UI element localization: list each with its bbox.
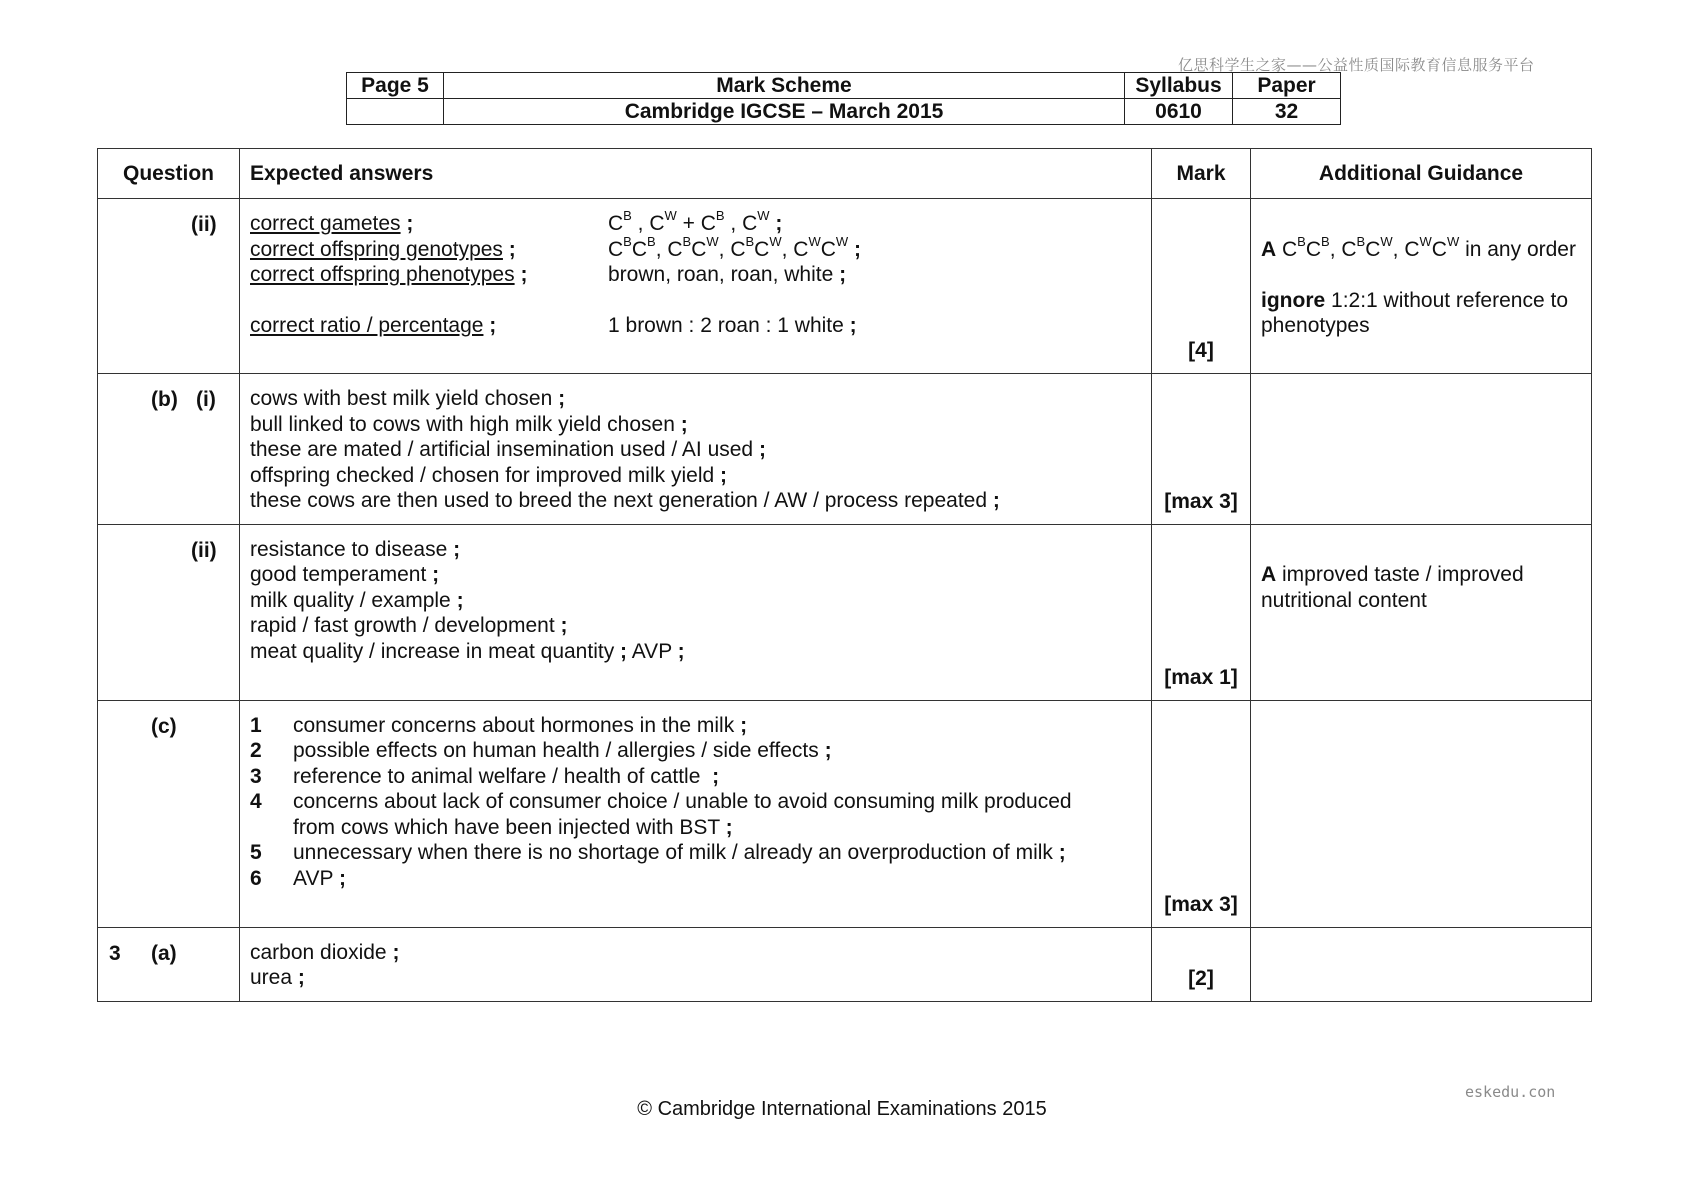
answer-sep: ; [489, 314, 497, 337]
list-item: 2 possible effects on human health / allergies / side effects ; [250, 739, 832, 762]
question-label: (ii) [191, 538, 217, 562]
answer-line: milk quality / example ; [250, 588, 464, 612]
mark-cell: [2] [1152, 927, 1251, 1001]
question-subpart: (i) [196, 388, 216, 411]
question-cell [98, 927, 240, 1001]
answer-sep: ; [520, 263, 528, 286]
answer-cell [240, 524, 1152, 700]
answer-text: correct offspring phenotypes [250, 263, 515, 286]
answer-text: correct offspring genotypes [250, 237, 503, 261]
table-row [98, 927, 1592, 1001]
paper-label: Paper [1233, 73, 1341, 99]
guidance-ignore-text: 1:2:1 without reference to phenotypes [1261, 288, 1568, 337]
paper-number: 32 [1233, 99, 1341, 125]
answer-line: these cows are then used to breed the next generation / AW / process repeated ; [250, 489, 1000, 512]
answer-text: correct ratio / percentage [250, 314, 484, 337]
question-number: 3 [109, 941, 121, 965]
answer-line: cows with best milk yield chosen ; [250, 387, 566, 410]
exam-name: Cambridge IGCSE – March 2015 [444, 99, 1125, 125]
syllabus-label: Syllabus [1125, 73, 1233, 99]
table-header-row [98, 149, 1592, 199]
phenotypes-text: brown, roan, roan, white ; [608, 263, 847, 286]
question-part: (a) [151, 941, 177, 965]
genotypes-formula: $C^BC^B$, $C^BC^W$, $C^BC^W$, $C^WC^W$ ; [608, 233, 862, 261]
ratio-text: 1 brown : 2 roan : 1 white ; [608, 314, 857, 337]
answer-sep: ; [508, 237, 516, 261]
guidance-cell [1251, 374, 1592, 525]
list-item: 1 consumer concerns about hormones in the milk ; [250, 713, 748, 737]
guidance-accept-tail: in any order [1465, 237, 1576, 261]
guidance-cell [1251, 927, 1592, 1001]
watermark-top: 亿思科学生之家——公益性质国际教育信息服务平台 [1178, 56, 1535, 74]
question-label: (c) [151, 714, 177, 738]
col-question: Question [98, 149, 240, 199]
answer-line: these are mated / artificial insemination used / AI used ; [250, 438, 766, 461]
table-row [98, 700, 1592, 927]
answer-text: correct gametes [250, 212, 401, 235]
answer-line: carbon dioxide ; [250, 940, 400, 964]
col-guidance: Additional Guidance [1251, 149, 1592, 199]
page-number: Page 5 [347, 73, 444, 99]
question-cell [98, 700, 240, 927]
guidance-accept: A $C^BC^B$, $C^BC^W$, $C^WC^W$ in any order [1261, 233, 1576, 261]
answer-line: urea ; [250, 966, 305, 989]
table-row [98, 374, 1592, 525]
mark-cell: [4] [1152, 199, 1251, 374]
list-item: 3 reference to animal welfare / health of cattle ; [250, 764, 720, 788]
col-mark: Mark [1152, 149, 1251, 199]
guidance-ignore-keyword: ignore [1261, 288, 1326, 312]
question-cell [98, 524, 240, 700]
answer-line: offspring checked / chosen for improved milk yield ; [250, 463, 728, 487]
answer-line [250, 208, 1141, 237]
answer-sep: ; [406, 212, 414, 235]
doc-title: Mark Scheme [444, 73, 1125, 99]
answer-line: rapid / fast growth / development ; [250, 614, 568, 637]
mark-cell: [max 3] [1152, 700, 1251, 927]
mark-scheme-table [97, 148, 1592, 1002]
answer-line [250, 262, 1141, 288]
header-table [346, 72, 1341, 125]
list-item: 4 concerns about lack of consumer choice / unable to avoid consuming milk produced from cows which have been injected with BST ; [250, 790, 1072, 839]
guidance-cell [1251, 199, 1592, 374]
answer-line [250, 313, 1141, 339]
answer-cell [240, 927, 1152, 1001]
mark-cell: [max 3] [1152, 374, 1251, 525]
watermark-bottom: eskedu.con [1465, 1083, 1556, 1101]
guidance-accept-text: improved taste / improved nutritional content [1261, 563, 1524, 612]
list-item: 6 AVP ; [250, 866, 346, 890]
guidance-ignore [1261, 288, 1581, 339]
answer-line: good temperament ; [250, 563, 440, 586]
table-row [98, 199, 1592, 374]
question-part: (b) [151, 388, 178, 411]
answer-line: meat quality / increase in meat quantity ; AVP ; [250, 639, 685, 663]
list-item: 5 unnecessary when there is no shortage of milk / already an overproduction of milk ; [250, 841, 1066, 864]
answer-cell [240, 374, 1152, 525]
answer-line: resistance to disease ; [250, 537, 461, 561]
footer-copyright: © Cambridge International Examinations 2015 [637, 1098, 1047, 1120]
guidance-cell [1251, 700, 1592, 927]
question-label: (ii) [191, 213, 217, 236]
question-cell [98, 199, 240, 374]
phenotypes-value: brown, roan, roan, white [608, 263, 834, 286]
guidance-cell [1251, 524, 1592, 700]
ratio-value: 1 brown : 2 roan : 1 white [608, 314, 844, 337]
answer-line [250, 233, 1141, 263]
mark-cell: [max 1] [1152, 524, 1251, 700]
guidance-accept [1261, 562, 1581, 613]
header-empty [347, 99, 444, 125]
answer-line: bull linked to cows with high milk yield chosen ; [250, 412, 688, 436]
guidance-accept-keyword: A [1261, 563, 1277, 586]
col-expected: Expected answers [240, 149, 1152, 199]
answer-cell [240, 199, 1152, 374]
answer-cell [240, 700, 1152, 927]
syllabus-code: 0610 [1125, 99, 1233, 125]
gametes-formula: $C^B$ , $C^W + C^B$ , $C^W$ ; [608, 208, 783, 235]
question-cell [98, 374, 240, 525]
table-row [98, 524, 1592, 700]
